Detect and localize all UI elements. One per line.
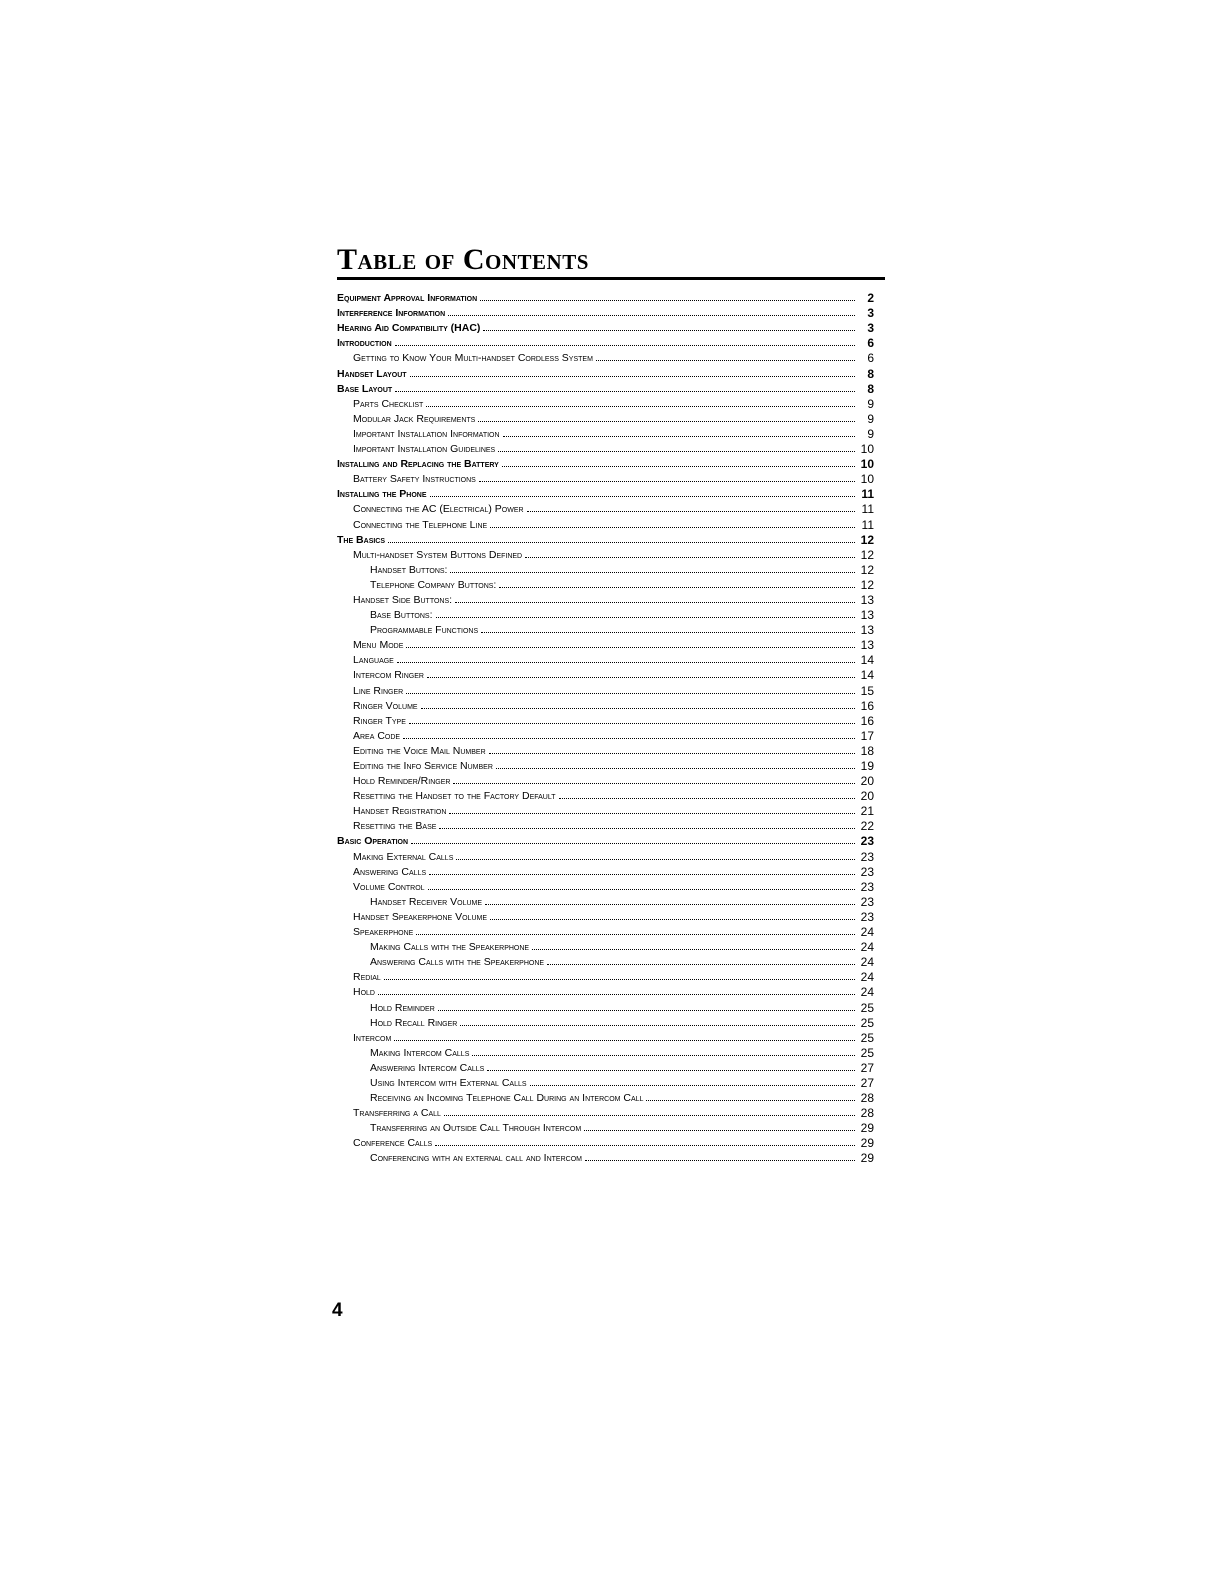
toc-entry-page: 23 bbox=[860, 879, 874, 893]
dot-leader bbox=[436, 617, 856, 618]
toc-entry-title: Menu Mode bbox=[353, 639, 404, 652]
toc-entry-title: Answering Calls bbox=[353, 865, 427, 878]
toc-entry-page: 25 bbox=[860, 1030, 874, 1044]
toc-entry bbox=[337, 395, 874, 410]
toc-entry-title: Base Layout bbox=[337, 382, 393, 395]
toc-entry-page: 29 bbox=[860, 1151, 874, 1165]
dot-leader bbox=[455, 602, 855, 603]
toc-entry bbox=[337, 1074, 874, 1089]
toc-entry-title: Transferring a Call bbox=[353, 1107, 441, 1120]
toc-entry bbox=[337, 998, 874, 1013]
toc-entry-title: Battery Safety Instructions bbox=[353, 473, 476, 486]
toc-entry bbox=[337, 606, 874, 621]
dot-leader bbox=[429, 874, 855, 875]
toc-entry bbox=[337, 1059, 874, 1074]
toc-entry bbox=[337, 410, 874, 425]
toc-entry-page: 9 bbox=[867, 396, 874, 410]
toc-entry bbox=[337, 968, 874, 983]
toc-entry-page: 16 bbox=[860, 698, 874, 712]
toc-entry-title: Editing the Info Service Number bbox=[353, 760, 493, 772]
toc-entry bbox=[337, 938, 874, 953]
toc-entry bbox=[337, 847, 874, 862]
toc-entry bbox=[337, 1014, 874, 1029]
dot-leader bbox=[503, 436, 855, 437]
toc-entry-title: Connecting the AC (Electrical) Power bbox=[353, 503, 524, 516]
toc-entry-page: 11 bbox=[861, 487, 874, 501]
dot-leader bbox=[378, 994, 855, 995]
toc-entry-page: 18 bbox=[860, 743, 874, 757]
toc-entry-page: 9 bbox=[867, 411, 874, 425]
toc-entry bbox=[337, 832, 874, 847]
toc-entry-page: 27 bbox=[860, 1075, 874, 1089]
dot-leader bbox=[596, 360, 855, 361]
dot-leader bbox=[478, 421, 855, 422]
toc-entry-page: 24 bbox=[860, 970, 874, 984]
toc-entry-title: Making Intercom Calls bbox=[370, 1046, 470, 1059]
dot-leader bbox=[502, 466, 855, 467]
toc-entry-title: Resetting the Base bbox=[353, 820, 437, 833]
toc-entry bbox=[337, 546, 874, 561]
dot-leader bbox=[438, 1010, 855, 1011]
toc-entry-page: 29 bbox=[860, 1136, 874, 1150]
toc-entry-page: 24 bbox=[860, 955, 874, 969]
toc-entry-page: 12 bbox=[860, 562, 874, 576]
toc-entry bbox=[337, 561, 874, 576]
toc-entry-title: Handset Receiver Volume bbox=[370, 895, 483, 908]
dot-leader bbox=[410, 376, 855, 377]
dot-leader bbox=[403, 738, 855, 739]
page-number: 4 bbox=[332, 1300, 343, 1321]
dot-leader bbox=[527, 511, 855, 512]
toc-entry-page: 24 bbox=[860, 925, 874, 939]
toc-entry bbox=[337, 334, 874, 349]
dot-leader bbox=[485, 904, 855, 905]
toc-entry-title: Handset Buttons: bbox=[370, 563, 448, 576]
toc-entry-page: 23 bbox=[860, 909, 874, 923]
toc-entry-page: 11 bbox=[861, 502, 874, 516]
dot-leader bbox=[525, 557, 855, 558]
dot-leader bbox=[406, 693, 855, 694]
toc-entry-page: 24 bbox=[860, 940, 874, 954]
toc-entry-title: Ringer Volume bbox=[353, 699, 418, 712]
toc-entry-page: 24 bbox=[860, 985, 874, 999]
dot-leader bbox=[530, 1085, 855, 1086]
toc-entry-page: 29 bbox=[860, 1121, 874, 1135]
toc-entry bbox=[337, 349, 874, 364]
toc-entry-title: Editing the Voice Mail Number bbox=[353, 744, 486, 757]
toc-entry-page: 17 bbox=[860, 728, 874, 742]
toc-entry-title: Important Installation Guidelines bbox=[353, 443, 496, 456]
toc-entry bbox=[337, 923, 874, 938]
toc-entry-title: Telephone Company Buttons: bbox=[370, 578, 497, 591]
dot-leader bbox=[448, 315, 855, 316]
page-title: Table of Contents bbox=[337, 243, 589, 276]
toc-entry-page: 14 bbox=[860, 653, 874, 667]
toc-entry-page: 12 bbox=[860, 547, 874, 561]
dot-leader bbox=[416, 934, 855, 935]
dot-leader bbox=[388, 542, 855, 543]
toc-entry bbox=[337, 893, 874, 908]
toc-entry bbox=[337, 908, 874, 923]
dot-leader bbox=[496, 768, 855, 769]
toc-entry bbox=[337, 455, 874, 470]
dot-leader bbox=[584, 1130, 855, 1131]
toc-entry-title: The Basics bbox=[337, 533, 386, 546]
toc-entry-page: 28 bbox=[860, 1106, 874, 1120]
toc-entry bbox=[337, 500, 874, 515]
dot-leader bbox=[426, 406, 855, 407]
toc-entry-page: 20 bbox=[860, 774, 874, 788]
toc-entry-page: 13 bbox=[860, 623, 874, 637]
toc-entry-title: Handset Layout bbox=[337, 367, 407, 380]
toc-entry-title: Resetting the Handset to the Factory Default bbox=[353, 790, 556, 803]
toc-entry-page: 2 bbox=[867, 291, 874, 305]
toc-entry-page: 27 bbox=[860, 1060, 874, 1074]
dot-leader bbox=[406, 647, 855, 648]
dot-leader bbox=[479, 481, 855, 482]
toc-entry bbox=[337, 1119, 874, 1134]
toc-entry-title: Language bbox=[353, 654, 394, 667]
toc-entry bbox=[337, 983, 874, 998]
toc-entry bbox=[337, 1089, 874, 1104]
toc-entry bbox=[337, 470, 874, 485]
toc-entry-title: Ringer Type bbox=[353, 714, 406, 727]
dot-leader bbox=[394, 1040, 855, 1041]
toc-entry-page: 10 bbox=[860, 472, 874, 486]
toc-entry-page: 10 bbox=[860, 457, 874, 471]
toc-entry-title: Modular Jack Requirements bbox=[353, 412, 476, 425]
title-rule bbox=[337, 277, 885, 280]
toc-entry bbox=[337, 878, 874, 893]
toc-entry bbox=[337, 289, 874, 304]
toc-entry-title: Equipment Approval Information bbox=[337, 292, 478, 305]
toc-entry-title: Hold bbox=[353, 986, 375, 999]
toc-entry-title: Answering Calls with the Speakerphone bbox=[370, 956, 545, 969]
dot-leader bbox=[395, 391, 855, 392]
toc-entry-page: 13 bbox=[860, 638, 874, 652]
toc-entry-page: 25 bbox=[860, 1000, 874, 1014]
toc-entry-page: 13 bbox=[860, 592, 874, 606]
toc-entry-page: 23 bbox=[860, 864, 874, 878]
toc-entry bbox=[337, 651, 874, 666]
toc-entry-page: 15 bbox=[860, 683, 874, 697]
toc-entry bbox=[337, 636, 874, 651]
dot-leader bbox=[456, 859, 855, 860]
toc-entry-title: Volume Control bbox=[353, 880, 425, 893]
dot-leader bbox=[547, 964, 855, 965]
toc-entry-page: 3 bbox=[867, 306, 874, 320]
toc-entry-title: Getting to Know Your Multi-handset Cordless System bbox=[353, 352, 593, 365]
dot-leader bbox=[435, 1145, 855, 1146]
toc-entry-page: 19 bbox=[860, 759, 874, 772]
dot-leader bbox=[427, 677, 855, 678]
toc-entry-page: 12 bbox=[860, 532, 874, 546]
dot-leader bbox=[499, 587, 855, 588]
toc-entry bbox=[337, 621, 874, 636]
toc-entry bbox=[337, 485, 874, 500]
dot-leader bbox=[483, 330, 855, 331]
toc-entry-title: Answering Intercom Calls bbox=[370, 1061, 485, 1074]
toc-entry bbox=[337, 772, 874, 787]
toc-entry-title: Transferring an Outside Call Through Intercom bbox=[370, 1122, 582, 1135]
toc-entry-page: 28 bbox=[860, 1091, 874, 1105]
toc-entry-title: Conference Calls bbox=[353, 1137, 433, 1150]
dot-leader bbox=[421, 708, 855, 709]
toc-entry-title: Handset Speakerphone Volume bbox=[353, 910, 488, 923]
toc-entry-page: 8 bbox=[867, 381, 874, 395]
dot-leader bbox=[559, 798, 855, 799]
toc-entry bbox=[337, 1104, 874, 1119]
toc-entry bbox=[337, 1044, 874, 1059]
toc-entry-page: 16 bbox=[860, 713, 874, 727]
dot-leader bbox=[397, 662, 855, 663]
dot-leader bbox=[450, 572, 855, 573]
toc-entry-title: Installing the Phone bbox=[337, 488, 427, 501]
toc-entry-title: Line Ringer bbox=[353, 684, 404, 697]
toc-entry-title: Basic Operation bbox=[337, 835, 409, 848]
dot-leader bbox=[472, 1055, 855, 1056]
dot-leader bbox=[453, 783, 855, 784]
toc-entry bbox=[337, 591, 874, 606]
toc-entry-title: Hold Recall Ringer bbox=[370, 1016, 458, 1029]
toc-entry-title: Introduction bbox=[337, 337, 392, 350]
toc-entry bbox=[337, 425, 874, 440]
toc-entry-page: 10 bbox=[860, 442, 874, 456]
toc-entry bbox=[337, 681, 874, 696]
toc-entry bbox=[337, 953, 874, 968]
toc-entry bbox=[337, 1134, 874, 1149]
toc-entry bbox=[337, 576, 874, 591]
toc-entry-page: 12 bbox=[860, 577, 874, 591]
toc-entry-page: 14 bbox=[860, 668, 874, 682]
toc-entry bbox=[337, 364, 874, 379]
dot-leader bbox=[428, 889, 855, 890]
toc-entry-title: Connecting the Telephone Line bbox=[353, 518, 488, 531]
dot-leader bbox=[449, 813, 855, 814]
dot-leader bbox=[646, 1100, 855, 1101]
toc-entry bbox=[337, 802, 874, 817]
dot-leader bbox=[480, 300, 855, 301]
toc-entry-title: Redial bbox=[353, 971, 381, 984]
toc-entry-title: Making Calls with the Speakerphone bbox=[370, 941, 530, 954]
dot-leader bbox=[490, 527, 855, 528]
dot-leader bbox=[490, 919, 855, 920]
toc-entry-title: Using Intercom with External Calls bbox=[370, 1076, 527, 1089]
toc-entry bbox=[337, 304, 874, 319]
toc-entry-page: 21 bbox=[860, 804, 874, 818]
dot-leader bbox=[395, 345, 855, 346]
toc-entry-page: 20 bbox=[860, 789, 874, 803]
dot-leader bbox=[411, 843, 855, 844]
toc-entry bbox=[337, 742, 874, 757]
toc-entry-title: Hearing Aid Compatibility (HAC) bbox=[337, 322, 481, 335]
dot-leader bbox=[444, 1115, 855, 1116]
toc-entry-title: Programmable Functions bbox=[370, 624, 479, 637]
toc-entry bbox=[337, 863, 874, 878]
dot-leader bbox=[384, 979, 855, 980]
toc-entry-title: Interference Information bbox=[337, 307, 446, 320]
toc-entry-page: 3 bbox=[867, 321, 874, 335]
toc-entry-page: 9 bbox=[867, 426, 874, 440]
toc-entry bbox=[337, 712, 874, 727]
toc-entry bbox=[337, 727, 874, 742]
toc-entry-page: 6 bbox=[867, 351, 874, 365]
toc-entry-title: Intercom Ringer bbox=[353, 669, 424, 682]
toc-entry bbox=[337, 1029, 874, 1044]
toc-list bbox=[337, 289, 874, 1164]
dot-leader bbox=[439, 828, 855, 829]
toc-entry-title: Hold Reminder/Ringer bbox=[353, 775, 451, 788]
toc-entry-page: 23 bbox=[860, 894, 874, 908]
toc-entry-page: 8 bbox=[867, 366, 874, 380]
toc-entry bbox=[337, 817, 874, 832]
toc-entry-title: Important Installation Information bbox=[353, 427, 500, 440]
toc-entry bbox=[337, 440, 874, 455]
toc-entry bbox=[337, 531, 874, 546]
toc-entry bbox=[337, 319, 874, 334]
toc-entry-title: Making External Calls bbox=[353, 850, 454, 863]
toc-entry bbox=[337, 1149, 874, 1164]
toc-entry-page: 13 bbox=[860, 608, 874, 622]
toc-entry bbox=[337, 787, 874, 802]
dot-leader bbox=[487, 1070, 855, 1071]
toc-entry-title: Installing and Replacing the Battery bbox=[337, 458, 499, 471]
toc-entry bbox=[337, 757, 874, 772]
dot-leader bbox=[585, 1160, 855, 1161]
toc-entry-title: Receiving an Incoming Telephone Call During an Intercom Call bbox=[370, 1092, 644, 1105]
toc-entry-title: Handset Registration bbox=[353, 805, 447, 818]
dot-leader bbox=[460, 1025, 855, 1026]
toc-entry-page: 22 bbox=[860, 819, 874, 833]
toc-entry bbox=[337, 666, 874, 681]
toc-entry bbox=[337, 697, 874, 712]
toc-entry-title: Conferencing with an external call and Intercom bbox=[370, 1152, 582, 1165]
dot-leader bbox=[430, 496, 855, 497]
toc-entry-title: Base Buttons: bbox=[370, 609, 433, 622]
toc-entry-title: Hold Reminder bbox=[370, 1001, 435, 1014]
toc-entry-page: 23 bbox=[860, 834, 874, 848]
toc-entry-page: 6 bbox=[867, 336, 874, 350]
toc-entry-page: 23 bbox=[860, 849, 874, 863]
toc-entry-title: Multi-handset System Buttons Defined bbox=[353, 548, 523, 561]
dot-leader bbox=[481, 632, 855, 633]
toc-entry-title: Handset Side Buttons: bbox=[353, 593, 453, 606]
dot-leader bbox=[532, 949, 855, 950]
toc-entry-page: 11 bbox=[861, 517, 874, 531]
toc-entry-title: Area Code bbox=[353, 729, 401, 742]
toc-entry bbox=[337, 515, 874, 530]
toc-entry-page: 25 bbox=[860, 1045, 874, 1059]
dot-leader bbox=[409, 723, 855, 724]
toc-entry-title: Intercom bbox=[353, 1031, 392, 1044]
dot-leader bbox=[489, 753, 855, 754]
dot-leader bbox=[498, 451, 855, 452]
toc-entry bbox=[337, 380, 874, 395]
toc-entry-title: Speakerphone bbox=[353, 926, 414, 939]
toc-entry-page: 25 bbox=[860, 1015, 874, 1029]
toc-entry-title: Parts Checklist bbox=[353, 397, 424, 410]
